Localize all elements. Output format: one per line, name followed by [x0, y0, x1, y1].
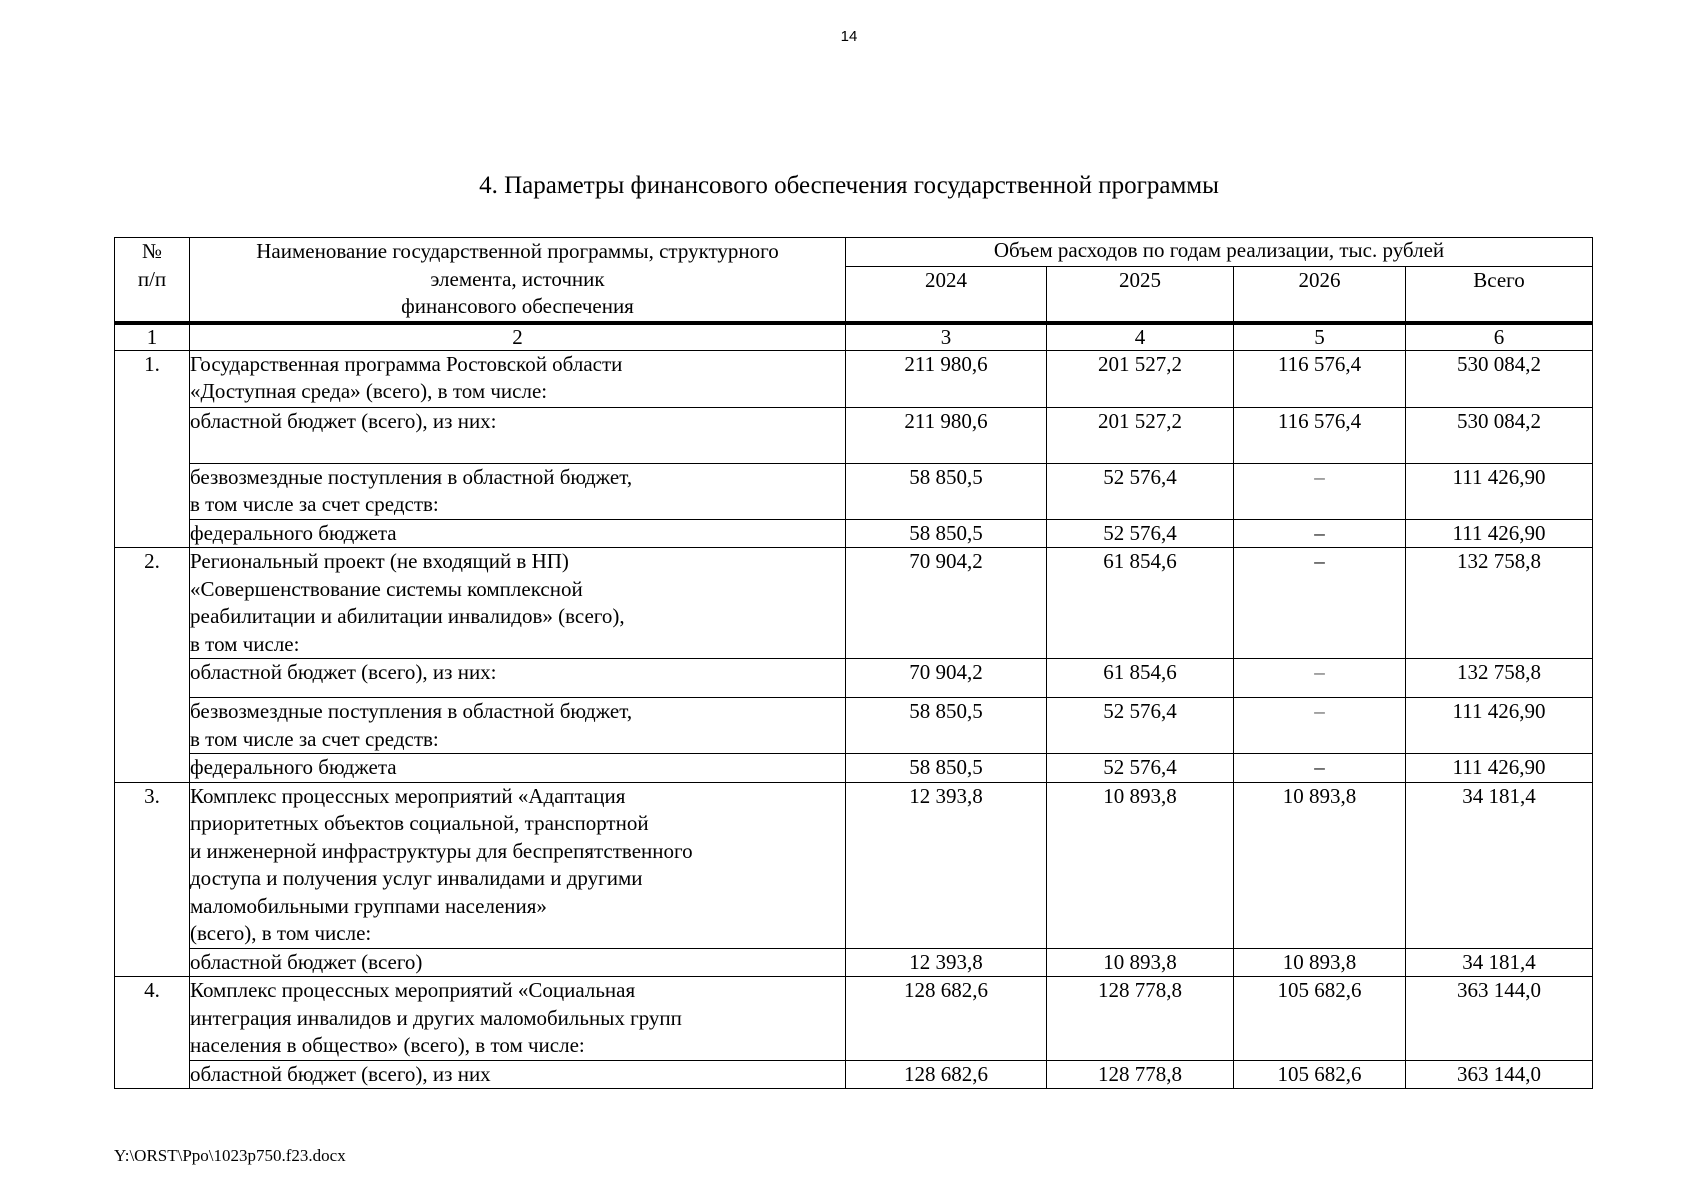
value-2025: 52 576,4 — [1047, 698, 1234, 754]
value-2025: 52 576,4 — [1047, 463, 1234, 519]
value-total: 530 084,2 — [1406, 350, 1593, 407]
value-2025: 52 576,4 — [1047, 754, 1234, 783]
file-path-footer: Y:\ORST\Ppo\1023p750.f23.docx — [114, 1146, 346, 1165]
column-numbers-row — [115, 323, 1593, 351]
value-2026: 10 893,8 — [1234, 948, 1406, 977]
row-name: областной бюджет (всего), из них: — [190, 407, 846, 463]
value-2024: 12 393,8 — [846, 782, 1047, 948]
header-name-line2: элемента, источник — [430, 266, 605, 291]
table-row — [115, 463, 1593, 519]
header-year-2025: 2025 — [1047, 267, 1234, 323]
row-number: 3. — [115, 782, 190, 977]
row-name-line: Региональный проект (не входящий в НП) — [190, 549, 569, 573]
header-volume: Объем расходов по годам реализации, тыс. рублей — [846, 238, 1593, 267]
row-name-line: безвозмездные поступления в областной бюджет, — [190, 464, 633, 489]
table-row — [115, 977, 1593, 1061]
row-name-line: в том числе за счет средств: — [190, 492, 439, 516]
header-name-line3: финансового обеспечения — [401, 294, 634, 318]
value-total: 111 426,90 — [1406, 698, 1593, 754]
page-number: 14 — [840, 28, 858, 45]
row-name-line: приоритетных объектов социальной, транспортной — [190, 811, 649, 835]
row-name — [190, 463, 846, 519]
value-total: 111 426,90 — [1406, 754, 1593, 783]
table-row — [115, 350, 1593, 407]
value-2024: 58 850,5 — [846, 519, 1047, 548]
row-name-line: реабилитации и абилитации инвалидов» (всего), — [190, 604, 625, 628]
value-2026: 116 576,4 — [1234, 350, 1406, 407]
table-row — [115, 548, 1593, 659]
row-name-line: доступа и получения услуг инвалидами и другими — [190, 866, 643, 890]
value-2025: 61 854,6 — [1047, 548, 1234, 659]
value-2025: 128 778,8 — [1047, 1060, 1234, 1089]
value-total: 111 426,90 — [1406, 519, 1593, 548]
value-total: 530 084,2 — [1406, 407, 1593, 463]
row-number: 1. — [115, 350, 190, 548]
header-name-line1: Наименование государственной программы, структурного — [256, 239, 779, 263]
value-2026: – — [1234, 754, 1406, 783]
row-name-line: населения в общество» (всего), в том числе: — [190, 1033, 585, 1057]
column-number: 5 — [1234, 323, 1406, 351]
header-row-1 — [115, 238, 1593, 267]
table-row — [115, 698, 1593, 754]
value-2026: 10 893,8 — [1234, 782, 1406, 948]
row-name — [190, 548, 846, 659]
table-row — [115, 407, 1593, 463]
value-2025: 201 527,2 — [1047, 407, 1234, 463]
row-name: федерального бюджета — [190, 519, 846, 548]
value-2026: – — [1234, 463, 1406, 519]
value-total: 34 181,4 — [1406, 782, 1593, 948]
value-2025: 128 778,8 — [1047, 977, 1234, 1061]
row-name-line: в том числе за счет средств: — [190, 726, 439, 751]
value-2026: – — [1234, 659, 1406, 698]
value-2024: 58 850,5 — [846, 754, 1047, 783]
value-total: 363 144,0 — [1406, 1060, 1593, 1089]
value-2026: – — [1234, 519, 1406, 548]
table-row — [115, 948, 1593, 977]
value-2026: 116 576,4 — [1234, 407, 1406, 463]
column-number: 6 — [1406, 323, 1593, 351]
row-name-line: «Доступная среда» (всего), в том числе: — [190, 379, 548, 403]
column-number: 3 — [846, 323, 1047, 351]
value-2024: 128 682,6 — [846, 977, 1047, 1061]
table-row — [115, 659, 1593, 698]
column-number: 2 — [190, 323, 846, 351]
value-2024: 58 850,5 — [846, 463, 1047, 519]
row-name: областной бюджет (всего), из них: — [190, 659, 846, 698]
value-2025: 10 893,8 — [1047, 782, 1234, 948]
row-name-line: Комплекс процессных мероприятий «Социальная — [190, 978, 636, 1002]
value-total: 363 144,0 — [1406, 977, 1593, 1061]
header-year-2026: 2026 — [1234, 267, 1406, 323]
header-num-line1: № — [141, 239, 163, 263]
row-name — [190, 350, 846, 407]
financing-table — [114, 237, 1593, 1089]
header-num-cell — [115, 238, 190, 323]
row-number: 2. — [115, 548, 190, 783]
value-2024: 12 393,8 — [846, 948, 1047, 977]
row-name-line: интеграция инвалидов и других маломобильных групп — [190, 1005, 682, 1030]
column-number: 4 — [1047, 323, 1234, 351]
row-name: областной бюджет (всего), из них — [190, 1060, 846, 1089]
value-2025: 52 576,4 — [1047, 519, 1234, 548]
value-total: 34 181,4 — [1406, 948, 1593, 977]
row-name: федерального бюджета — [190, 754, 846, 783]
header-name-cell — [190, 238, 846, 323]
section-title: 4. Параметры финансового обеспечения государственной программы — [479, 172, 1219, 199]
row-name-line: Комплекс процессных мероприятий «Адаптация — [190, 783, 626, 808]
value-2025: 10 893,8 — [1047, 948, 1234, 977]
table-row — [115, 754, 1593, 783]
value-2026: – — [1234, 548, 1406, 659]
row-name-line: и инженерной инфраструктуры для беспрепятственного — [190, 838, 693, 863]
value-2024: 128 682,6 — [846, 1060, 1047, 1089]
row-name — [190, 782, 846, 948]
row-number: 4. — [115, 977, 190, 1089]
row-name-line: Государственная программа Ростовской области — [190, 351, 623, 376]
table-row — [115, 1060, 1593, 1089]
row-name-line: в том числе: — [190, 631, 300, 656]
value-total: 111 426,90 — [1406, 463, 1593, 519]
value-2025: 61 854,6 — [1047, 659, 1234, 698]
row-name-line: «Совершенствование системы комплексной — [190, 576, 583, 601]
row-name: областной бюджет (всего) — [190, 948, 846, 977]
header-total: Всего — [1406, 267, 1593, 323]
value-total: 132 758,8 — [1406, 659, 1593, 698]
value-2024: 70 904,2 — [846, 659, 1047, 698]
row-name-line: (всего), в том числе: — [190, 921, 372, 945]
table-row — [115, 782, 1593, 948]
row-name-line: безвозмездные поступления в областной бюджет, — [190, 699, 633, 723]
table-row — [115, 519, 1593, 548]
row-name-line: маломобильными группами населения» — [190, 893, 547, 918]
value-2026: 105 682,6 — [1234, 977, 1406, 1061]
header-num-line2: п/п — [137, 266, 167, 291]
value-2025: 201 527,2 — [1047, 350, 1234, 407]
column-number: 1 — [115, 323, 190, 351]
row-name — [190, 698, 846, 754]
header-year-2024: 2024 — [846, 267, 1047, 323]
row-name — [190, 977, 846, 1061]
value-2026: 105 682,6 — [1234, 1060, 1406, 1089]
value-2024: 70 904,2 — [846, 548, 1047, 659]
value-2026: – — [1234, 698, 1406, 754]
value-total: 132 758,8 — [1406, 548, 1593, 659]
value-2024: 211 980,6 — [846, 350, 1047, 407]
value-2024: 58 850,5 — [846, 698, 1047, 754]
value-2024: 211 980,6 — [846, 407, 1047, 463]
